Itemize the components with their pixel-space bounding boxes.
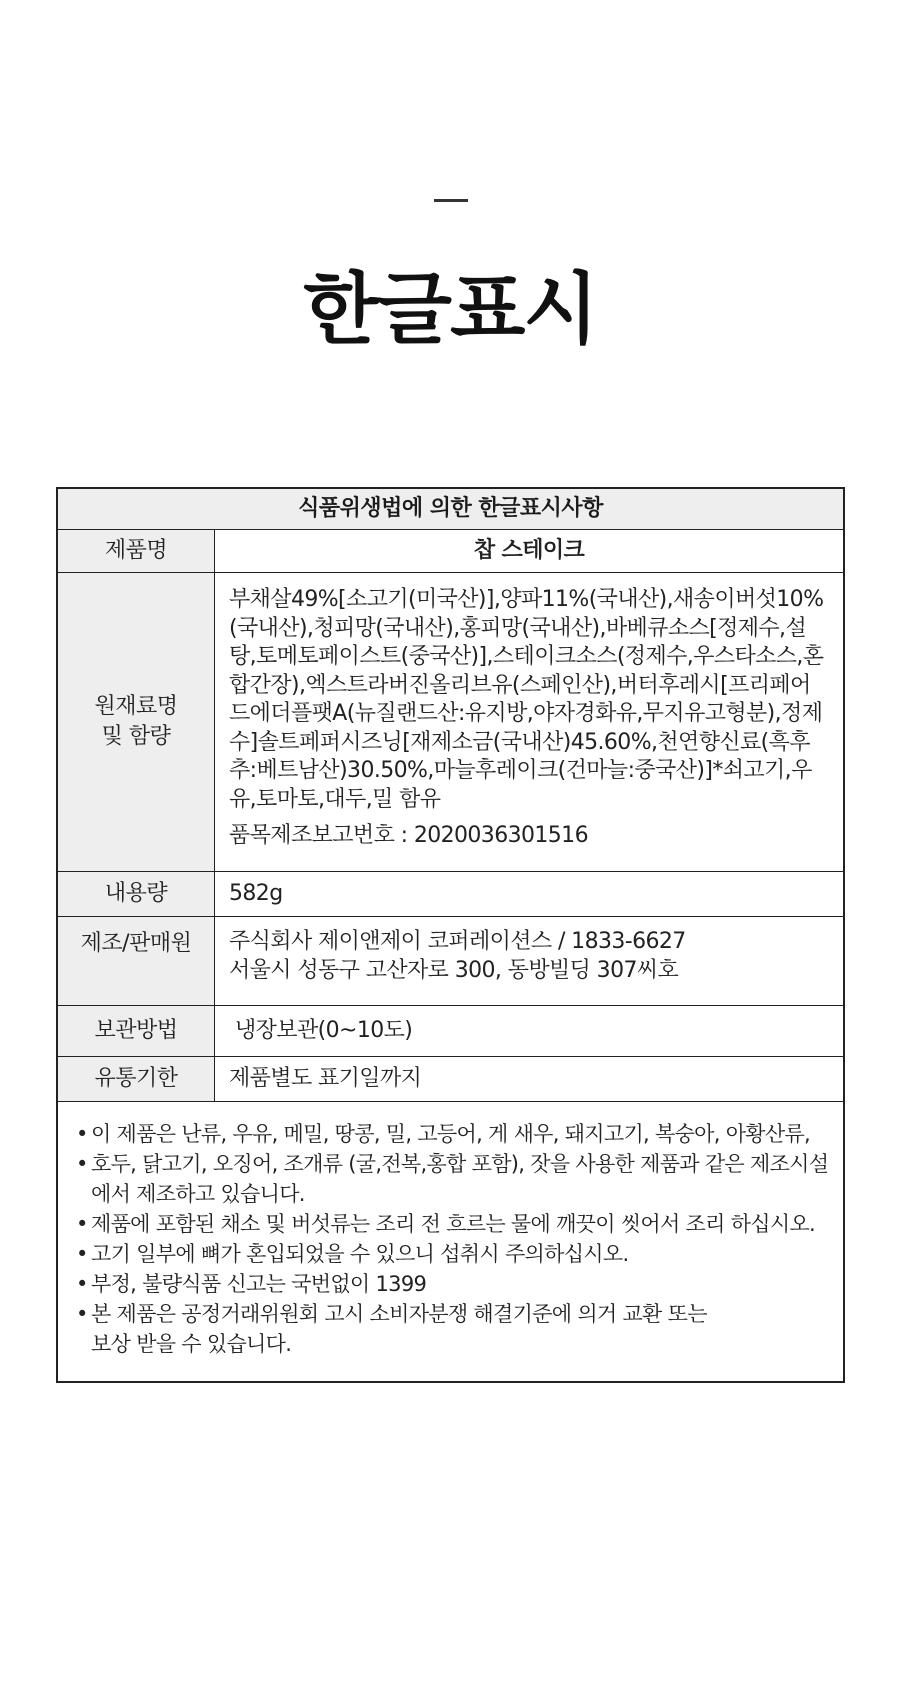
table-header: 식품위생법에 의한 한글표시사항 — [58, 489, 843, 530]
bullet-icon: • — [76, 1272, 88, 1296]
note-item — [76, 1119, 833, 1149]
expiry-label: 유통기한 — [58, 1057, 215, 1101]
ingredients-value: 부채살49%[소고기(미국산)],양파11%(국내산),새송이버섯10%(국내산),청피망(국내산),홍피망(국내산),바베큐소스[정제수,설탕,토메토페이스트(중국산)],스테이크소스(정제수,우스타소스,혼합간장),엑스트라버진올리브유(스페인산),버터후레시[프리페어드에더플팻A(뉴질랜드산:유지방,야자경화유,무지유고형분),정제수]솔트페퍼시즈닝[재제소금(국내산)45.60%,천연향신료(흑후추:베트남산)30.50%,마늘후레이크(건마늘:중국산)]*쇠고기,우유,토마토,대두,밀 함유 — [229, 587, 824, 812]
volume-row — [58, 872, 843, 917]
product-name-label: 제품명 — [58, 530, 215, 572]
notes-list — [58, 1102, 843, 1381]
note-text: 호두, 닭고기, 오징어, 조개류 (굴,전복,홍합 포함), 잣을 사용한 제품과 같은 제조시설 에서 제조하고 있습니다. — [91, 1152, 829, 1206]
product-name-row — [58, 530, 843, 573]
manufacturer-row — [58, 917, 843, 1006]
ingredients-cell — [215, 573, 843, 871]
bullet-icon: • — [76, 1212, 88, 1236]
storage-label: 보관방법 — [58, 1006, 215, 1056]
note-text: 고기 일부에 뼈가 혼입되었을 수 있으니 섭취시 주의하십시오. — [91, 1242, 629, 1266]
expiry-value: 제품별도 표기일까지 — [229, 1066, 422, 1091]
note-text: 부정, 불량식품 신고는 국번없이 1399 — [91, 1272, 427, 1296]
bullet-icon: • — [76, 1302, 88, 1326]
bullet-icon: • — [76, 1122, 88, 1146]
note-item — [76, 1149, 833, 1209]
volume-label: 내용량 — [58, 872, 215, 916]
note-item — [76, 1299, 833, 1359]
ingredients-label: 원재료명 및 함량 — [58, 573, 215, 871]
bullet-icon: • — [76, 1242, 88, 1266]
volume-value: 582g — [229, 881, 283, 906]
food-label-table — [56, 487, 845, 1383]
product-name-value: 찹 스테이크 — [473, 538, 585, 563]
manufacturer-address: 서울시 성동구 고산자로 300, 동방빌딩 307씨호 — [229, 958, 679, 983]
bullet-icon: • — [76, 1152, 88, 1176]
title-dash-decoration — [434, 199, 468, 202]
note-item — [76, 1239, 833, 1269]
expiry-row — [58, 1057, 843, 1102]
report-number: 품목제조보고번호 : 2020036301516 — [229, 823, 588, 848]
note-text: 본 제품은 공정거래위원회 고시 소비자분쟁 해결기준에 의거 교환 또는 보상 받을 수 있습니다. — [91, 1302, 707, 1356]
note-item — [76, 1269, 833, 1299]
ingredients-row — [58, 573, 843, 872]
storage-row — [58, 1006, 843, 1057]
note-text: 제품에 포함된 채소 및 버섯류는 조리 전 흐르는 물에 깨끗이 씻어서 조리 하십시오. — [91, 1212, 816, 1236]
note-item — [76, 1209, 833, 1239]
note-text: 이 제품은 난류, 우유, 메밀, 땅콩, 밀, 고등어, 게 새우, 돼지고기, 복숭아, 아황산류, — [91, 1122, 811, 1146]
page-title: 한글표시 — [303, 265, 597, 355]
storage-value: 냉장보관(0~10도) — [235, 1018, 413, 1043]
manufacturer-company: 주식회사 제이앤제이 코퍼레이션스 / 1833-6627 — [229, 929, 686, 954]
manufacturer-cell — [215, 917, 843, 1005]
manufacturer-label: 제조/판매원 — [58, 917, 215, 1005]
